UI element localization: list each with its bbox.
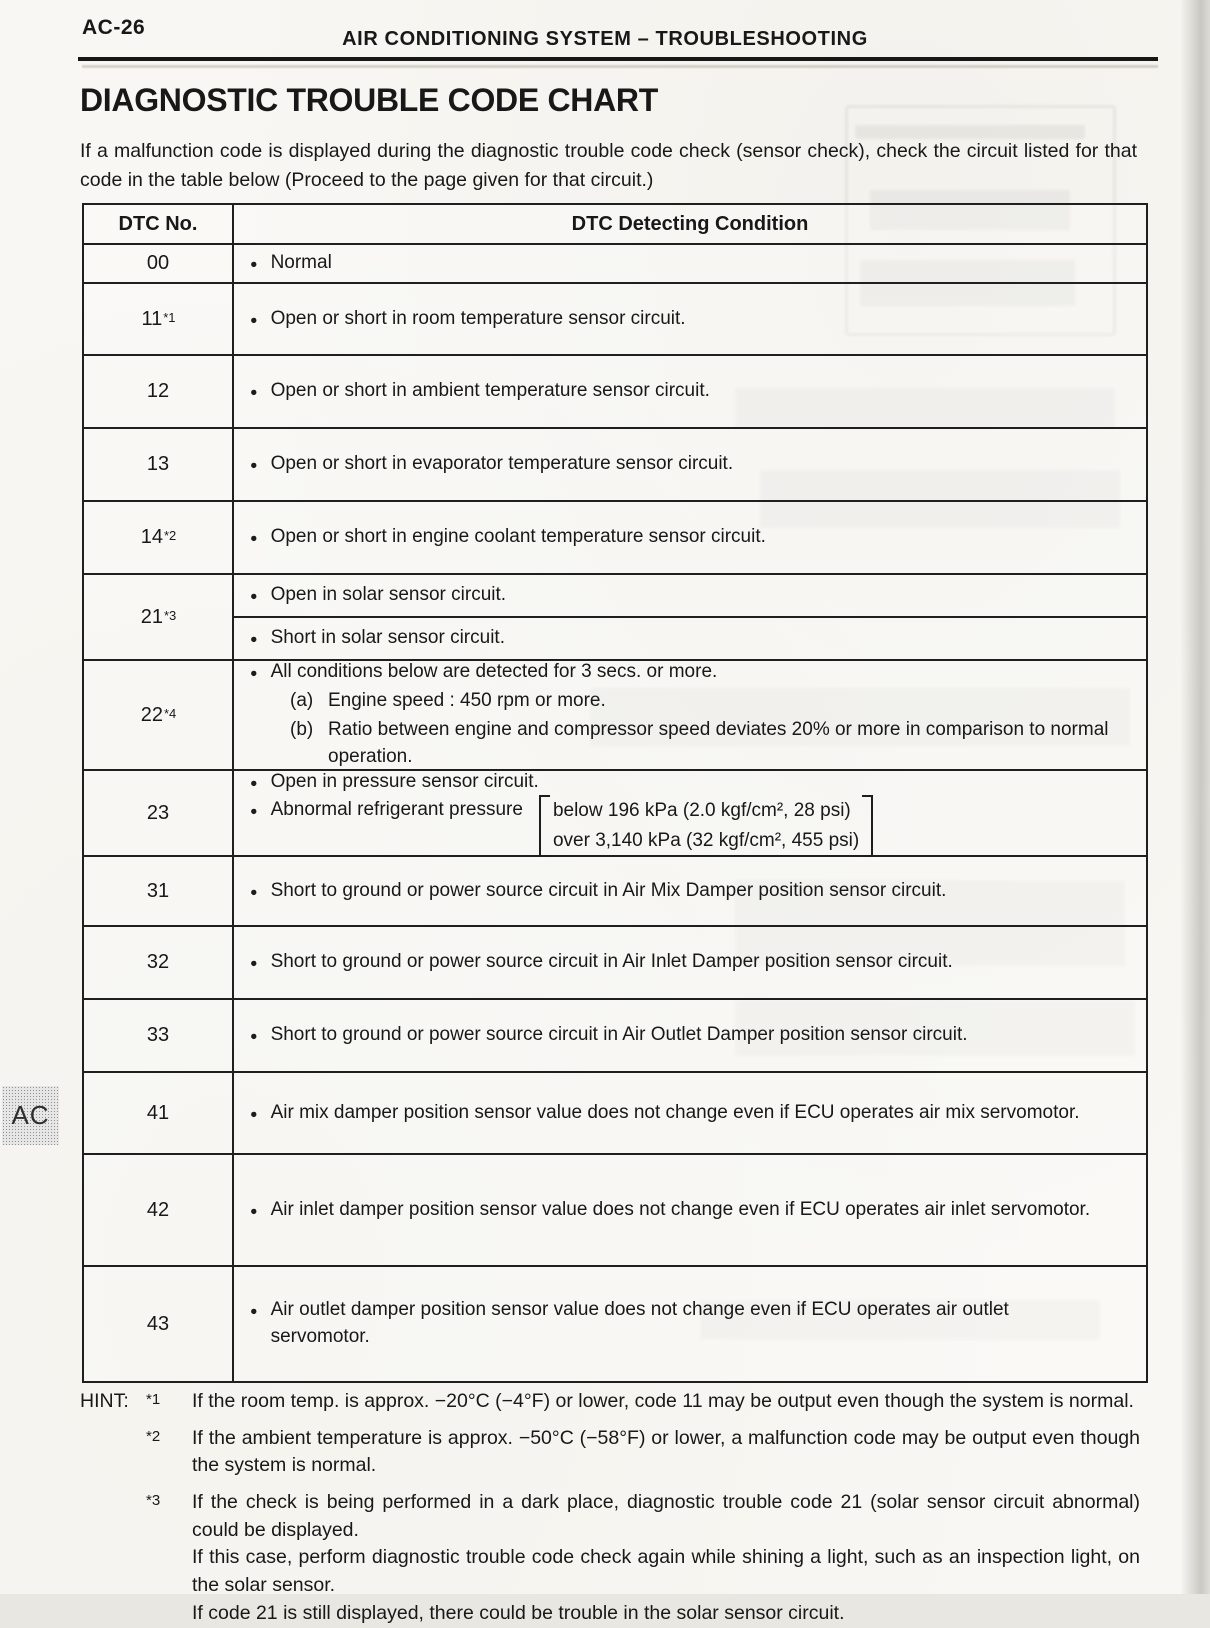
table-row-13 [84,427,1146,500]
dtc-code: 23 [84,771,234,855]
table-row-31 [84,855,1146,925]
page-title: DIAGNOSTIC TROUBLE CODE CHART [80,82,658,118]
table-row-32 [84,925,1146,998]
sub-item-label: (a) [290,690,314,712]
dtc-table [82,203,1148,1383]
bullet-icon: ● [250,1106,258,1121]
condition-text: Short in solar sensor circuit. [270,627,505,649]
header-dtc-no: DTC No. [84,205,234,243]
table-row-00 [84,243,1146,282]
scan-edge-shadow [1180,0,1210,1594]
bullet-icon: ● [250,257,258,272]
pressure-low-value: below 196 kPa (2.0 kgf/cm², 28 psi) [552,800,851,822]
footnote-3-line-2: If this case, perform diagnostic trouble code check again while shining a light, such as an inspection light, on the solar sensor. [192,1546,1140,1597]
intro-paragraph: If a malfunction code is displayed during the diagnostic trouble code check (sensor check), check the circuit listed for that code in the table below (Proceed to the page given for that circuit.) [80,140,1137,192]
header-rule [78,57,1158,61]
condition-text: Abnormal refrigerant pressure [270,799,523,821]
bullet-icon: ● [250,666,258,681]
bullet-icon: ● [250,1304,258,1319]
dtc-code: 32 [84,927,234,998]
condition-text: Open or short in room temperature sensor circuit. [270,307,686,329]
condition-text: Air inlet damper position sensor value does not change even if ECU operates air inlet servomotor. [270,1198,1091,1220]
condition-text: Normal [270,252,332,274]
footnote-text-1: If the room temp. is approx. −20°C (−4°F) or lower, code 11 may be output even though the system is normal. [192,1390,1134,1412]
header-rule-echo [82,65,1158,68]
sub-item-label: (b) [290,719,314,740]
condition-text: Open or short in ambient temperature sensor circuit. [270,380,710,402]
sub-item-text: Ratio between engine and compressor speed deviates 20% or more in comparison to normal operation. [328,719,1109,767]
sub-item-text: Engine speed : 450 rpm or more. [328,690,606,712]
dtc-code-number: 22 [140,703,163,726]
footnote-3-line-1: If the check is being performed in a dark place, diagnostic trouble code 21 (solar sensor circuit abnormal) could be displayed. [192,1491,1140,1541]
footnote-marker-2: *2 [146,1427,161,1445]
dtc-code-number: 14 [140,526,163,548]
bullet-icon: ● [250,884,258,899]
dtc-code-number: 11 [141,307,163,330]
condition-text: Open or short in engine coolant temperature sensor circuit. [270,526,766,548]
dtc-code: 41 [84,1073,234,1153]
condition-text: Open in pressure sensor circuit. [270,770,539,792]
solar-short-subrow [234,618,1146,659]
footnote-3-line-3: If code 21 is still displayed, there could be trouble in the solar sensor circuit. [192,1601,845,1624]
dtc-code: 12 [84,356,234,427]
dtc-code: 00 [84,245,234,282]
bullet-icon: ● [250,775,258,790]
bullet-icon: ● [250,956,258,971]
condition-text: Short to ground or power source circuit in Air Mix Damper position sensor circuit. [270,879,947,901]
condition-text: Short to ground or power source circuit in Air Outlet Damper position sensor circuit. [270,1024,968,1046]
table-row-41 [84,1071,1146,1153]
table-row-33 [84,998,1146,1071]
table-row-21 [84,573,1146,659]
dtc-code [84,661,234,769]
footnote-marker-3: *3 [146,1492,161,1510]
header-detecting-condition: DTC Detecting Condition [571,212,809,235]
hint-section [80,1388,1140,1628]
bullet-icon: ● [250,589,258,604]
section-side-tab: AC [2,1086,59,1145]
condition-text: Air mix damper position sensor value does not change even if ECU operates air mix servomotor. [270,1101,1080,1123]
footnote-marker-1: *1 [146,1391,161,1408]
table-header-row [84,205,1146,243]
dtc-code-footnote: *3 [163,607,177,623]
condition-text: Air outlet damper position sensor value does not change even if ECU operates air outlet servomotor. [270,1299,1009,1347]
condition-text: Open or short in evaporator temperature sensor circuit. [270,453,734,475]
dtc-code: 43 [84,1267,234,1381]
table-row-22 [84,659,1146,769]
bullet-icon: ● [250,1029,258,1044]
footnote-text-3 [192,1489,1140,1627]
dtc-code-footnote: *4 [163,705,177,721]
pressure-values-bracket [539,795,873,857]
condition-sub-item-b [290,717,1124,771]
hint-label: HINT: [80,1390,129,1412]
condition-text: Short to ground or power source circuit in Air Inlet Damper position sensor circuit. [270,951,953,973]
solar-open-subrow [234,575,1146,618]
bullet-icon: ● [250,385,258,400]
dtc-code: 31 [84,857,234,925]
dtc-code: 42 [84,1155,234,1265]
dtc-code: 13 [84,429,234,500]
header-title: AIR CONDITIONING SYSTEM – TROUBLESHOOTING [342,28,868,50]
dtc-code [84,284,234,354]
condition-text: All conditions below are detected for 3 secs. or more. [270,661,718,683]
pressure-high-value: over 3,140 kPa (32 kgf/cm², 455 psi) [552,830,860,852]
page-number: AC-26 [82,16,146,39]
table-row-12 [84,354,1146,427]
bullet-icon: ● [250,531,258,546]
condition-sub-item-a [290,688,1124,715]
bullet-icon: ● [250,312,258,327]
condition-text: Open in solar sensor circuit. [270,584,507,606]
table-row-23 [84,769,1146,855]
table-row-43 [84,1265,1146,1381]
bullet-icon: ● [250,1203,258,1218]
dtc-code-number: 21 [140,605,163,628]
dtc-code [84,502,234,573]
table-row-14 [84,500,1146,573]
footnote-text-2: If the ambient temperature is approx. −50°C (−58°F) or lower, a malfunction code may be output even though the system is normal. [192,1426,1140,1477]
table-row-42 [84,1153,1146,1265]
dtc-code-footnote: *2 [163,528,177,543]
dtc-code-footnote: *1 [163,309,176,325]
dtc-code: 33 [84,1000,234,1071]
bullet-icon: ● [250,632,258,647]
bullet-icon: ● [250,804,258,819]
dtc-code [84,575,234,659]
bullet-icon: ● [250,458,258,473]
table-row-11 [84,282,1146,354]
